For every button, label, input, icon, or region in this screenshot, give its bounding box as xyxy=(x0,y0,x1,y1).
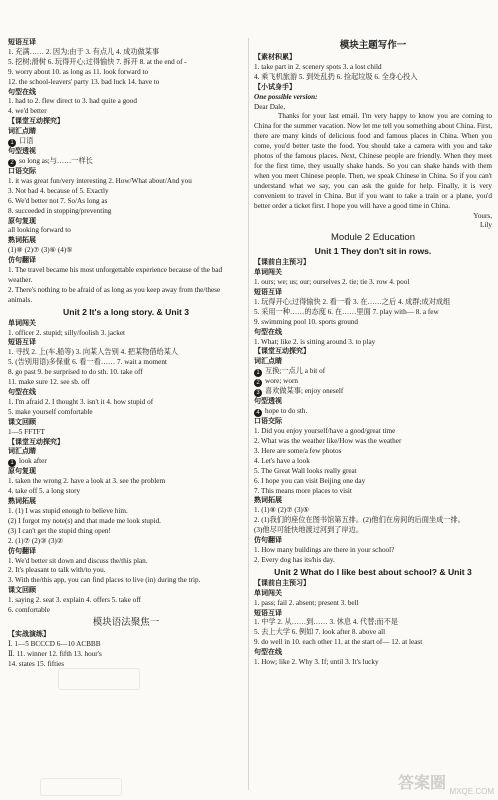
section-heading: 短语互译 xyxy=(8,39,36,46)
letter-signoff: Lily xyxy=(480,221,492,230)
number-badge: 2 xyxy=(254,379,262,387)
section-heading: 词汇点睛 xyxy=(254,358,282,366)
faded-stamp-bottom xyxy=(40,778,122,796)
answer-line: 8. go past 9. be surprised to do sth. 10. take off xyxy=(8,368,143,377)
answer-line: (2) I forgot my note(s) and that made me look stupid. xyxy=(8,516,161,525)
watermark-url: MXQE.COM xyxy=(449,787,494,796)
section-heading: 口语交际 xyxy=(254,418,282,426)
answer-line: 2. (1)⑦ (2)③ (3)② xyxy=(8,536,64,545)
section-heading: 熟词拓展 xyxy=(254,497,282,505)
unit-title: Unit 1 They don't sit in rows. xyxy=(314,246,432,257)
answer-line: (1)⑧ (2)⑦ (3)⑥ (4)⑤ xyxy=(8,246,73,255)
answer-line: 4. Let's have a look xyxy=(254,456,310,465)
right-column xyxy=(254,38,492,668)
section-heading: 口语交际 xyxy=(8,167,36,175)
answer-line: 4. 乘飞机旅游 5. 到处乱扔 6. 捡起垃圾 6. 全身心投入 xyxy=(254,72,418,81)
section-heading: 句型透视 xyxy=(8,148,36,156)
section-heading: 【课堂互动探究】 xyxy=(8,438,64,446)
answer-line: 5. (告别用语)多保重 6. 看一看…… 7. wait a moment xyxy=(8,358,167,367)
answer-text: 互换;一点儿 a bit of xyxy=(265,367,326,376)
answer-line: 1. 中学 2. 从……到…… 3. 休息 4. 代替;而不是 xyxy=(254,618,398,627)
letter-paragraph: Thanks for your last email. I'm very happy to know you are coming to China for the summer vacation. Now let me tell you something about China. First, there are many kinds of delicious food and famous places in China. When you come, you'd better taste the food. You should take a camera with you and take photos of the famous places. Next, Chinese people are friendly. When they meet for the first time, they usually shake hands. So you can shake hands with them when you meet Chinese people. Then, we speak Chinese in China. So if you can't understand what we say, you can ask the guide for help. Finally, it is very convenient to travel in China. But if you want to take a train or a plane, you'd better order a ticket first. I hope you will have a good time in China. xyxy=(254,112,492,210)
section-heading: 句型在线 xyxy=(254,649,282,657)
section-heading: 课文回顾 xyxy=(8,418,36,426)
answer-line: 1. What; like 2. is sitting around 3. to play xyxy=(254,337,376,346)
number-badge: 1 xyxy=(8,459,16,467)
section-heading: 句型在线 xyxy=(8,88,36,96)
answer-text: wore; worn xyxy=(265,377,298,386)
number-badge: 1 xyxy=(8,139,16,147)
letter-signoff: Yours, xyxy=(473,211,492,220)
answer-line: 1. 玩得开心;过得愉快 2. 看一看 3. 在……之后 4. 成群;成对成组 xyxy=(254,297,451,306)
answer-line: 6. I hope you can visit Beijing one day xyxy=(254,476,366,485)
number-badge: 4 xyxy=(254,409,262,417)
column-divider xyxy=(248,38,249,790)
answer-line: 6. We'd better not 7. So/As long as xyxy=(8,196,108,205)
section-heading: 仿句翻译 xyxy=(8,547,36,555)
answer-line: 2. It's pleasant to talk with/to you. xyxy=(8,566,106,575)
answer-line: 2. (1)我们的座位在图书馆第五排。(2)他们在房间的后面坐成一排。 xyxy=(254,516,465,525)
number-badge: 1 xyxy=(254,369,262,377)
answer-line: 5. 挖树;滑树 6. 玩得开心;过得愉快 7. 拆开 8. at the end of - xyxy=(8,57,187,66)
section-heading: 短语互译 xyxy=(254,609,282,617)
answer-line: 2. Every dog has its/his day. xyxy=(254,555,335,564)
answer-line: 8. succeeded in stopping/preventing xyxy=(8,206,112,215)
answer-line: 3. With the/this app, you can find places to live (in) during the trip. xyxy=(8,576,201,585)
number-badge: 2 xyxy=(8,159,16,167)
answer-line: 14. states 15. fifties xyxy=(8,659,65,668)
answer-line: 1—5 FFTFT xyxy=(8,427,45,436)
answer-line: 1. ours; we; us; our; ourselves 2. tie; tie 3. row 4. pool xyxy=(254,278,410,287)
unit-title: Unit 2 What do I like best about school? & Unit 3 xyxy=(274,566,472,577)
faded-stamp xyxy=(58,668,140,690)
answer-line: 2. There's nothing to be afraid of as long as you keep away from the/these animals. xyxy=(8,285,221,304)
section-heading: 课文回顾 xyxy=(8,587,36,595)
numbered-answer xyxy=(8,157,244,167)
answer-line: 3. Not bad 4. because of 5. Exactly xyxy=(8,186,109,195)
section-heading: 【实战演练】 xyxy=(8,630,50,638)
answer-line: (3) I can't get the stupid thing open! xyxy=(8,526,111,535)
answer-line: 6. comfortable xyxy=(8,606,50,615)
answer-line: Dear Dale, xyxy=(254,102,286,111)
section-heading: 句型在线 xyxy=(254,328,282,336)
section-heading: 词汇点睛 xyxy=(8,128,36,136)
answer-text: so long as;与……一样长 xyxy=(19,156,93,165)
answer-line: 1. 充满…… 2. 因为;由于 3. 有点儿 4. 成功做某事 xyxy=(8,47,160,56)
numbered-answer xyxy=(254,367,492,377)
answer-line: 5. 采用一种……的态度 6. 在……里面 7. play with— 8. a few xyxy=(254,307,439,316)
answer-line: 1. take part in 2. scenery spots 3. a lost child xyxy=(254,62,382,71)
section-heading: 仿句翻译 xyxy=(8,257,36,265)
answer-line: 1. had to 2. flew direct to 3. had quite a good xyxy=(8,97,137,106)
answer-line: 4. take off 5. a long story xyxy=(8,487,81,496)
answer-line: 7. This means more places to visit xyxy=(254,486,352,495)
answer-line: 1. pass; fail 2. absent; present 3. bell xyxy=(254,598,359,607)
answer-line: 9. worry about 10. as long as 11. look forward to xyxy=(8,67,149,76)
section-heading: 单词闯关 xyxy=(254,589,282,597)
numbered-answer xyxy=(254,377,492,387)
section-heading: 熟词拓展 xyxy=(8,498,36,506)
answer-line: (3)他尽可能快地渡过河到了岸边。 xyxy=(254,526,364,535)
answer-line: 5. make yourself comfortable xyxy=(8,407,93,416)
answer-line: 1. taken the wrong 2. have a look at 3. see the problem xyxy=(8,477,166,486)
section-heading: 词汇点睛 xyxy=(8,448,36,456)
section-heading: 句型透视 xyxy=(254,398,282,406)
section-heading: 【课堂互动探究】 xyxy=(8,118,64,126)
answer-text: hope to do sth. xyxy=(265,407,308,416)
answer-line: 1. How; like 2. Why 3. If; until 3. It's lucky xyxy=(254,658,379,667)
answer-line: 1. How many buildings are there in your school? xyxy=(254,545,395,554)
section-heading: 单词闯关 xyxy=(8,319,36,327)
answer-line: 5. The Great Wall looks really great xyxy=(254,466,357,475)
answer-line: 1. officer 2. stupid; silly/foolish 3. jacket xyxy=(8,328,126,337)
section-heading: 句型在线 xyxy=(8,389,36,396)
section-heading: 【课前自主预习】 xyxy=(254,259,310,267)
unit-title: Unit 2 It's a long story. & Unit 3 xyxy=(62,306,190,317)
module-title: 模块主题写作一 xyxy=(339,40,407,51)
section-heading: 【课前自主预习】 xyxy=(254,579,310,587)
numbered-answer xyxy=(254,407,492,417)
answer-line: 1. I'm afraid 2. I thought 3. isn't it 4. how stupid of xyxy=(8,397,154,406)
answer-line: 1. it was great fun/very interesting 2. How/What about/And you xyxy=(8,176,192,185)
section-title: 模块语法聚焦一 xyxy=(92,616,160,628)
section-heading: 短语互译 xyxy=(254,289,282,297)
section-heading: 原句复现 xyxy=(8,468,36,476)
section-heading: 短语互译 xyxy=(8,339,36,347)
numbered-answer xyxy=(8,457,244,467)
section-title: Module 2 Education xyxy=(331,232,415,244)
left-column xyxy=(8,38,244,670)
section-heading: 【小试身手】 xyxy=(254,83,296,91)
answer-line: 1. The travel became his most unforgettable experience because of the bad weather. xyxy=(8,266,223,284)
answer-line: 1. 寻找 2. 上(车,船等) 3. 向某人告别 4. 把某物借给某人 xyxy=(8,348,179,357)
answer-line: 1. saying 2. seat 3. explain 4. offers 5. take off xyxy=(8,596,141,605)
section-heading: 熟词拓展 xyxy=(8,237,36,245)
section-heading: 单词闯关 xyxy=(254,269,282,277)
section-heading: 仿句翻译 xyxy=(254,537,282,545)
answer-line: Ⅱ. 11. winner 12. fifth 13. hour's xyxy=(8,649,102,658)
answer-line: 1. Did you enjoy yourself/have a good/great time xyxy=(254,427,396,436)
section-heading: 原句复现 xyxy=(8,217,36,225)
answer-line: 3. Here are some/a few photos xyxy=(254,446,342,455)
site-watermark xyxy=(398,770,494,796)
version-label: One possible version: xyxy=(254,92,318,101)
answer-line: 4. we'd better xyxy=(8,107,47,116)
answer-line: 9. swimming pool 10. sports ground xyxy=(254,317,359,326)
answer-text: look after xyxy=(19,457,47,466)
answer-line: 5. 去上大学 6. 例如 7. look after 8. above all xyxy=(254,628,386,637)
answer-line: 12. the school-leavers' party 13. bad luck 14. have to xyxy=(8,77,160,86)
answer-line: 1. (1) I was stupid enough to believe him. xyxy=(8,506,128,515)
section-heading: 【素材积累】 xyxy=(254,54,296,61)
answer-text: 口语 xyxy=(19,137,34,146)
section-heading: 【课堂互动探究】 xyxy=(254,348,310,356)
answer-line: 11. make sure 12. see sb. off xyxy=(8,378,90,387)
answer-line: all looking forward to xyxy=(8,226,71,235)
watermark-logo: 答案圈 xyxy=(398,775,447,792)
numbered-answer xyxy=(254,387,492,397)
answer-line: 1. (1)⑧ (2)⑦ (3)⑤ xyxy=(254,506,310,515)
answer-line: Ⅰ. 1—5 BCCCD 6—10 ACBBB xyxy=(8,639,101,648)
numbered-answer xyxy=(8,137,244,147)
answer-line: 9. do well in 10. each other 11. at the start of— 12. at least xyxy=(254,638,423,647)
number-badge: 3 xyxy=(254,389,262,397)
answer-text: 喜欢做某事; enjoy oneself xyxy=(265,387,344,396)
answer-line: 2. What was the weather like/How was the weather xyxy=(254,437,402,445)
answer-line: 1. We'd better sit down and discuss the/this plan. xyxy=(8,556,148,565)
